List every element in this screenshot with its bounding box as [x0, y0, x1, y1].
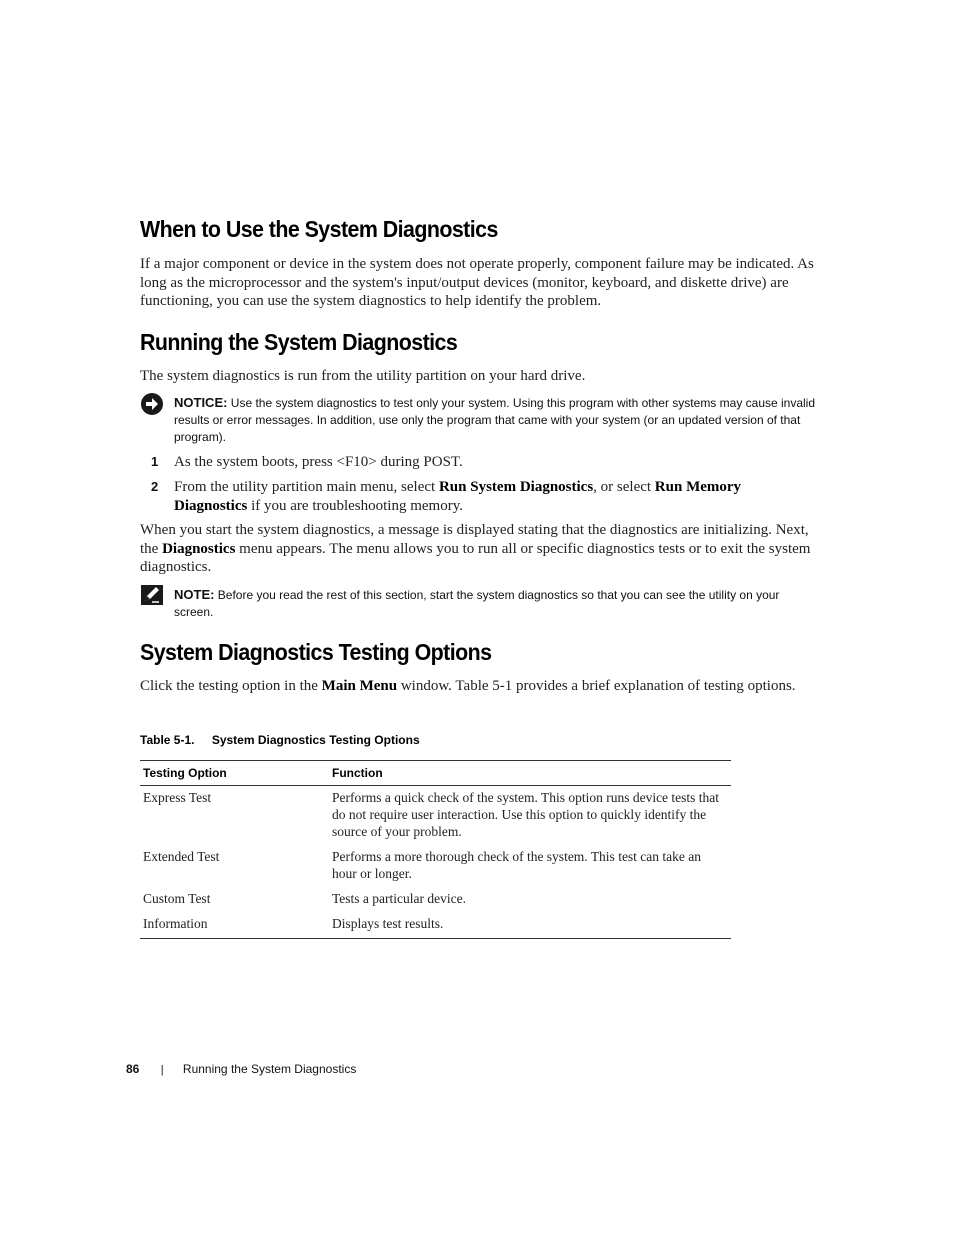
step-number: 1 — [151, 454, 159, 469]
menu-option-run-system-diagnostics: Run System Diagnostics — [438, 479, 594, 495]
option-name: Information — [143, 916, 208, 931]
table-row — [140, 913, 731, 939]
paragraph-running-intro: The system diagnostics is run from the utility partition on your hard drive. — [140, 368, 586, 384]
paragraph-running-after: When you start the system diagnostics, a message is displayed stating that the diagnostics are initializing. Next, the Diagnostics menu appears. The menu allows you to run all or specific diagnostics tests or to exit the system diagnostics. — [140, 522, 811, 576]
option-function: Performs a quick check of the system. This option runs device tests that do not require user interaction. Use this option to quickly identify the source of your problem. — [332, 790, 720, 839]
table-caption — [140, 733, 420, 747]
table-header-row — [140, 761, 731, 786]
note-text — [174, 586, 816, 621]
note-body: Before you read the rest of this section, start the system diagnostics so that you can see the utility on your screen. — [174, 588, 780, 619]
footer-chapter-title: Running the System Diagnostics — [182, 1062, 357, 1076]
diagnostics-menu-name: Diagnostics — [162, 540, 236, 557]
column-header-testing-option: Testing Option — [140, 761, 329, 786]
note-label: NOTE: — [174, 587, 215, 602]
heading-testing-options: System Diagnostics Testing Options — [140, 639, 492, 665]
testing-options-table — [140, 760, 731, 939]
notice-arrow-icon — [140, 392, 164, 414]
note-pencil-icon — [140, 584, 164, 606]
step-text: As the system boots, press <F10> during POST. — [174, 454, 463, 470]
paragraph-testing-options: Click the testing option in the Main Menu window. Table 5-1 provides a brief explanation of testing options. — [140, 678, 796, 694]
footer-separator: | — [160, 1064, 164, 1076]
table-title: System Diagnostics Testing Options — [211, 733, 420, 747]
option-name: Extended Test — [143, 849, 220, 864]
heading-running: Running the System Diagnostics — [140, 329, 458, 355]
option-function: Displays test results. — [332, 916, 444, 931]
heading-when-to-use: When to Use the System Diagnostics — [140, 216, 498, 242]
step-text: From the utility partition main menu, select Run System Diagnostics, or select Run Memory Diagnostics if you are troubleshooting memory. — [174, 479, 742, 514]
step-number: 2 — [151, 479, 159, 494]
option-function: Tests a particular device. — [332, 891, 466, 906]
notice-label: NOTICE: — [174, 395, 228, 410]
option-name: Express Test — [143, 790, 212, 805]
page-footer — [126, 1062, 356, 1076]
option-function: Performs a more thorough check of the system. This test can take an hour or longer. — [332, 849, 702, 881]
table-row — [140, 786, 731, 847]
notice-text — [174, 394, 816, 446]
menu-option-run-memory-diagnostics: Run Memory Diagnostics — [174, 479, 742, 514]
table-row — [140, 888, 731, 913]
notice-body: Use the system diagnostics to test only your system. Using this program with other systems may cause invalid results or error messages. In addition, use only the program that came with your system (or an updated version of that program). — [174, 396, 816, 444]
table-number: Table 5-1. — [140, 733, 195, 747]
column-header-function: Function — [329, 761, 731, 786]
page-number: 86 — [126, 1062, 140, 1076]
table-row — [140, 846, 731, 888]
paragraph-when-to-use: If a major component or device in the system does not operate properly, component failure may be indicated. As long as the microprocessor and the system's input/output devices (monitor, keyboard, and diskette drive) are functioning, you can use the system diagnostics to help identify the problem. — [140, 256, 814, 310]
option-name: Custom Test — [143, 891, 211, 906]
main-menu-window-name: Main Menu — [321, 678, 398, 694]
